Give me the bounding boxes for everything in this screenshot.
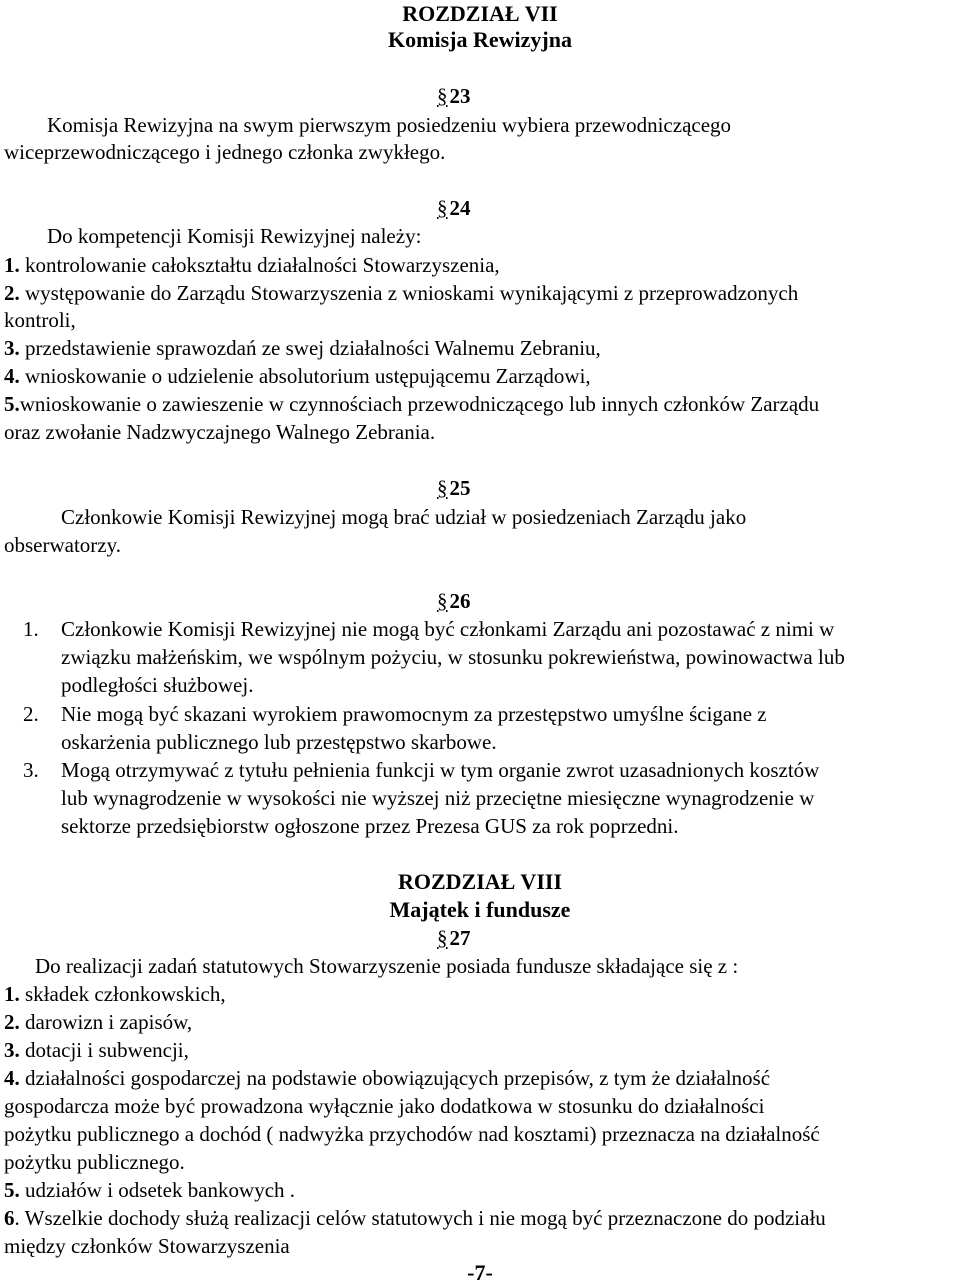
list-item: 2. darowizn i zapisów, <box>4 1010 193 1034</box>
section-sign-icon: § <box>437 196 448 220</box>
list-item: Nie mogą być skazani wyrokiem prawomocnym za przestępstwo umyślne ścigane z <box>61 702 767 726</box>
list-item: 5.wnioskowanie o zawieszenie w czynnościach przewodniczącego lub innych członków Zarządu <box>4 392 820 416</box>
list-item-continuation: między członków Stowarzyszenia <box>4 1234 290 1258</box>
list-number: 1. <box>23 617 39 641</box>
chapter-subtitle: Komisja Rewizyjna <box>388 27 572 52</box>
section-heading <box>437 924 471 952</box>
section-number: 26 <box>449 589 471 613</box>
list-item-continuation: związku małżeńskim, we wspólnym pożyciu, w stosunku pokrewieństwa, powinowactwa lub <box>61 645 845 669</box>
list-item-continuation: pożytku publicznego. <box>4 1150 185 1174</box>
list-item: 1. składek członkowskich, <box>4 982 226 1006</box>
section-sign-icon: § <box>437 476 448 500</box>
list-item: 4. wnioskowanie o udzielenie absolutorium ustępującemu Zarządowi, <box>4 364 591 388</box>
paragraph-line: Do kompetencji Komisji Rewizyjnej należy: <box>47 224 422 248</box>
chapter-title: ROZDZIAŁ VIII <box>397 869 563 894</box>
list-item-continuation: oraz zwołanie Nadzwyczajnego Walnego Zebrania. <box>4 420 436 444</box>
section-number: 23 <box>449 84 471 108</box>
section-number: 27 <box>449 926 471 950</box>
paragraph-line: Komisja Rewizyjna na swym pierwszym posiedzeniu wybiera przewodniczącego <box>47 113 732 137</box>
list-item-continuation: oskarżenia publicznego lub przestępstwo skarbowe. <box>61 730 497 754</box>
section-sign-icon: § <box>437 589 448 613</box>
section-sign-icon: § <box>437 926 448 950</box>
list-item-continuation: pożytku publicznego a dochód ( nadwyżka przychodów nad kosztami) przeznacza na działalność <box>4 1122 820 1146</box>
list-item: Mogą otrzymywać z tytułu pełnienia funkcji w tym organie zwrot uzasadnionych kosztów <box>61 758 820 782</box>
list-number: 2. <box>23 702 39 726</box>
section-number: 25 <box>449 476 471 500</box>
section-heading <box>437 82 471 110</box>
list-item-continuation: gospodarcza może być prowadzona wyłącznie jako dodatkowa w stosunku do działalności <box>4 1094 765 1118</box>
list-number: 3. <box>23 758 39 782</box>
list-item: Członkowie Komisji Rewizyjnej nie mogą być członkami Zarządu ani pozostawać z nimi w <box>61 617 835 641</box>
paragraph-line: Członkowie Komisji Rewizyjnej mogą brać udział w posiedzeniach Zarządu jako <box>61 505 747 529</box>
chapter-subtitle: Majątek i fundusze <box>389 897 571 922</box>
list-item-continuation: kontroli, <box>4 308 76 332</box>
list-item-continuation: sektorze przedsiębiorstw ogłoszone przez Prezesa GUS za rok poprzedni. <box>61 814 679 838</box>
chapter-title: ROZDZIAŁ VII <box>402 1 558 26</box>
section-number: 24 <box>449 196 471 220</box>
section-heading <box>437 474 471 502</box>
section-heading <box>437 194 471 222</box>
list-item-continuation: podległości służbowej. <box>61 673 254 697</box>
section-sign-icon: § <box>437 84 448 108</box>
list-item: 3. przedstawienie sprawozdań ze swej działalności Walnemu Zebraniu, <box>4 336 601 360</box>
paragraph-line: wiceprzewodniczącego i jednego członka zwykłego. <box>4 140 446 164</box>
list-item-continuation: lub wynagrodzenie w wysokości nie wyższej niż przeciętne miesięczne wynagrodzenie w <box>61 786 815 810</box>
paragraph-line: Do realizacji zadań statutowych Stowarzyszenie posiada fundusze składające się z : <box>35 954 739 978</box>
list-item: 3. dotacji i subwencji, <box>4 1038 189 1062</box>
page-number: -7- <box>467 1260 493 1285</box>
list-item: 2. występowanie do Zarządu Stowarzyszenia z wnioskami wynikającymi z przeprowadzonych <box>4 281 799 305</box>
list-item: 1. kontrolowanie całokształtu działalności Stowarzyszenia, <box>4 253 500 277</box>
list-item: 5. udziałów i odsetek bankowych . <box>4 1178 296 1202</box>
paragraph-line: obserwatorzy. <box>4 533 122 557</box>
list-item: 6. Wszelkie dochody służą realizacji celów statutowych i nie mogą być przeznaczone do podziału <box>4 1206 826 1230</box>
section-heading <box>437 587 471 615</box>
list-item: 4. działalności gospodarczej na podstawie obowiązujących przepisów, z tym że działalność <box>4 1066 771 1090</box>
